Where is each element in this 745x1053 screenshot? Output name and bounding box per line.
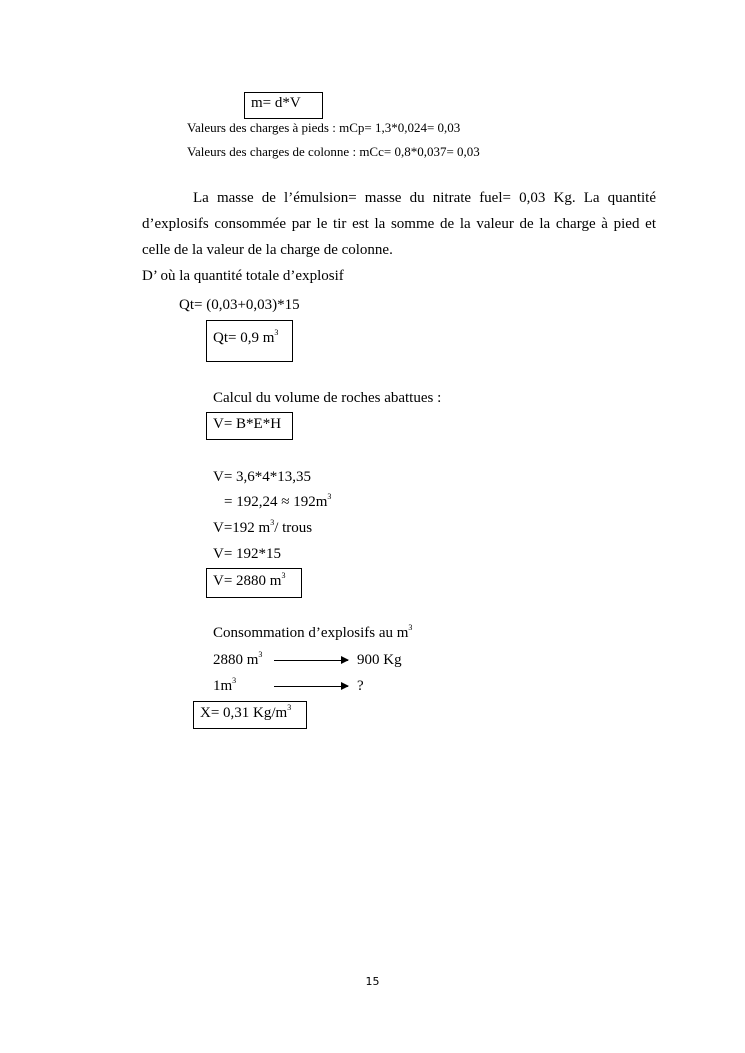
charge-column-line: Valeurs des charges de colonne : mCc= 0,8*0,037= 0,03	[187, 144, 480, 159]
qt-result	[213, 329, 278, 347]
volume-per-hole-exponent: 3	[270, 518, 275, 527]
rule-row-2-left	[213, 677, 236, 695]
qt-result-text: Qt= 0,9 m	[213, 330, 275, 346]
volume-calc-2-exponent: 3	[327, 492, 332, 501]
x-result	[200, 704, 291, 722]
paragraph-line-1: La masse de l’émulsion= masse du nitrate fuel= 0,03 Kg. La quantité	[193, 190, 656, 206]
volume-calc-1: V= 3,6*4*13,35	[213, 469, 312, 485]
volume-total-calc: V= 192*15	[213, 546, 282, 562]
volume-result-exponent: 3	[281, 571, 286, 580]
volume-result-text: V= 2880 m	[213, 573, 282, 589]
volume-formula: V= B*E*H	[213, 416, 282, 432]
volume-per-hole	[213, 519, 312, 537]
volume-calc-2	[224, 493, 331, 511]
page-number: 15	[365, 975, 380, 988]
volume-result	[213, 572, 285, 590]
mass-formula: m= d*V	[251, 95, 301, 111]
rule-row-2-left-text: 1m	[213, 678, 233, 694]
rule-row-1-left-exponent: 3	[258, 650, 263, 659]
rule-row-2-right: ?	[357, 678, 364, 694]
paragraph-line-3: celle de la valeur de la charge de colonne.	[142, 242, 393, 258]
volume-calc-2-text: = 192,24 ≈ 192m	[224, 494, 328, 510]
volume-heading: Calcul du volume de roches abattues :	[213, 390, 442, 406]
rule-row-1-right: 900 Kg	[357, 652, 402, 668]
volume-per-hole-text: V=192 m	[213, 520, 271, 536]
rule-row-1-left-text: 2880 m	[213, 652, 259, 668]
paragraph-line-2: d’explosifs consommée par le tir est la somme de la valeur de la charge à pied et	[142, 216, 656, 232]
volume-per-hole-suffix: / trous	[274, 520, 313, 536]
qt-result-exponent: 3	[274, 328, 279, 337]
rule-row-1-arrow	[274, 660, 348, 661]
x-result-exponent: 3	[287, 703, 292, 712]
rule-row-1-left	[213, 651, 262, 669]
rule-row-2-arrow	[274, 686, 348, 687]
charge-foot-line: Valeurs des charges à pieds : mCp= 1,3*0,024= 0,03	[187, 120, 461, 135]
consumption-heading	[213, 624, 412, 642]
consumption-heading-exponent: 3	[408, 623, 413, 632]
explanation-paragraph	[142, 185, 656, 289]
x-result-text: X= 0,31 Kg/m	[200, 705, 288, 721]
paragraph-line-4: D’ où la quantité totale d’explosif	[142, 268, 344, 284]
rule-row-2-left-exponent: 3	[232, 676, 237, 685]
consumption-heading-text: Consommation d’explosifs au m	[213, 625, 409, 641]
qt-formula: Qt= (0,03+0,03)*15	[179, 297, 300, 313]
